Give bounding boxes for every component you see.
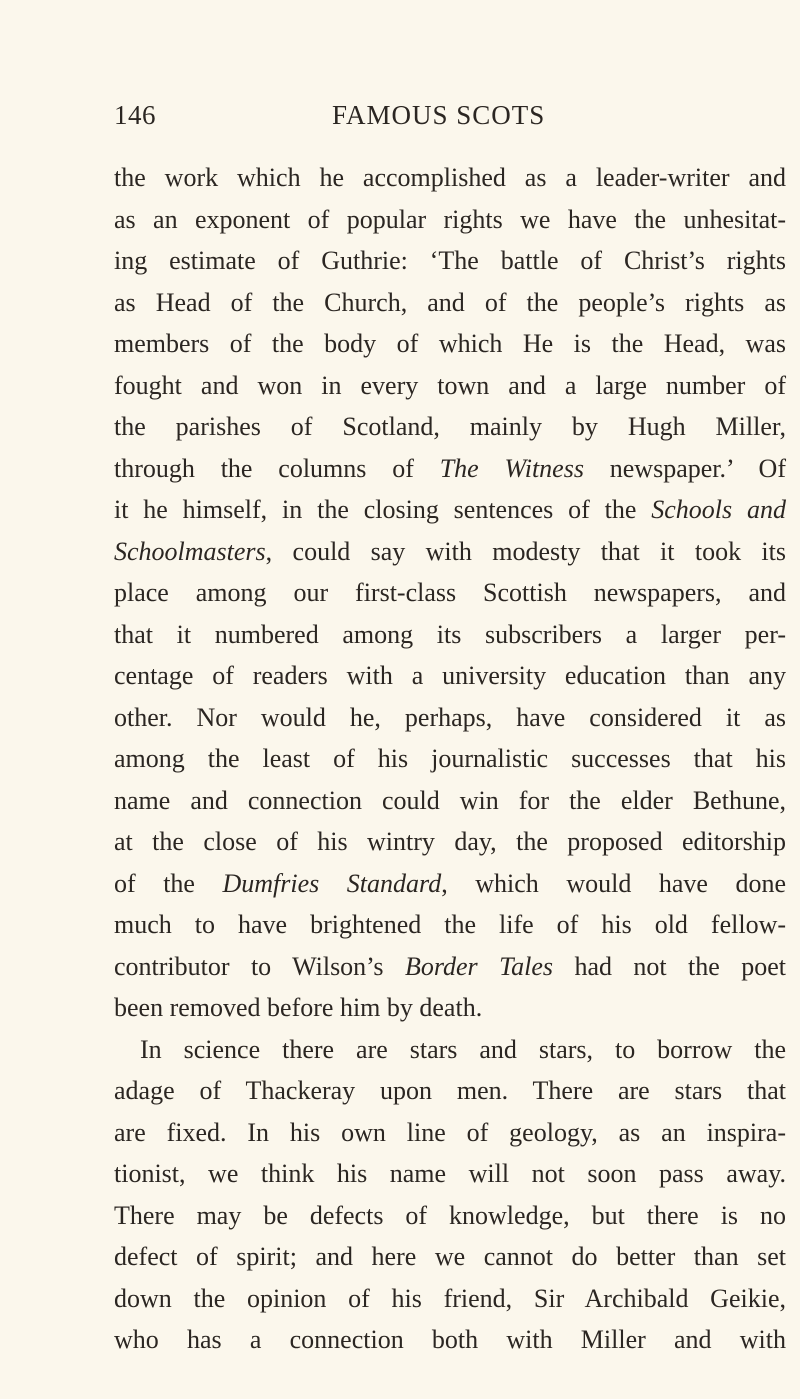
text-run: that it numbered among its subscribers a larger per- [114,619,786,649]
text-run: fought and won in every town and a large number of [114,370,786,400]
text-run: defect of spirit; and here we cannot do better than set [114,1242,786,1271]
text-line [114,572,786,614]
text-run: through the columns of [114,453,440,483]
text-run: , could say with modesty that it took its [265,536,786,566]
text-line [114,1070,786,1112]
text-line [114,738,786,780]
text-run: other. Nor would he, perhaps, have considered it as [114,702,786,732]
italic-title: Dumfries Standard [222,868,442,898]
body-text [114,157,786,1361]
text-line [114,1112,786,1154]
text-line [114,365,786,407]
text-line [114,282,786,324]
text-run: as Head of the Church, and of the people’s rights as [114,287,786,317]
text-run: newspaper.’ Of [583,453,786,483]
italic-title: The Witness [439,453,584,483]
italic-title: Schools and [651,495,786,524]
text-run: among the least of his journalistic successes that his [114,744,786,773]
text-run: In science there are stars and stars, to borrow the [140,1034,786,1064]
text-line [114,780,786,822]
running-title: FAMOUS SCOTS [332,100,546,130]
text-line [114,199,786,241]
text-line [114,863,786,905]
text-run: centage of readers with a university education than any [114,661,786,690]
text-line [114,1319,786,1361]
text-line [114,946,786,988]
text-run: had not the poet [553,951,787,981]
text-run: contributor to Wilson’s [114,951,405,981]
text-line [114,323,786,365]
text-run: who has a connection both with Miller and with [114,1325,786,1354]
text-line [114,987,786,1029]
text-line [114,1195,786,1237]
text-run: name and connection could win for the elder Bethune, [114,785,786,815]
text-line [114,655,786,697]
text-line [114,406,786,448]
text-run: much to have brightened the life of his old fellow- [114,910,786,939]
text-run: the parishes of Scotland, mainly by Hugh Miller, [114,412,786,441]
text-line [114,240,786,282]
text-line [114,489,786,531]
text-run: members of the body of which He is the Head, was [114,329,786,358]
page-number: 146 [114,100,156,130]
text-line [114,697,786,739]
text-line [114,904,786,946]
text-run: adage of Thackeray upon men. There are stars that [114,1076,786,1105]
text-line [114,448,786,490]
text-run: place among our first-class Scottish newspapers, and [114,578,786,607]
text-line [114,1236,786,1278]
text-line [114,1153,786,1195]
text-run: ing estimate of Guthrie: ‘The battle of Christ’s rights [114,246,786,275]
text-run: at the close of his wintry day, the proposed editorship [114,827,786,856]
text-run: of the [114,868,223,898]
text-run: down the opinion of his friend, Sir Archibald Geikie, [114,1283,786,1313]
italic-title: Schoolmasters [114,536,266,566]
text-run: are fixed. In his own line of geology, as an inspira- [114,1117,786,1147]
text-run: tionist, we think his name will not soon pass away. [114,1159,786,1188]
text-run: There may be defects of knowledge, but there is no [114,1200,786,1230]
text-line [114,821,786,863]
text-run: been removed before him by death. [114,993,483,1022]
text-run: , which would have done [441,868,787,898]
text-line [114,1278,786,1320]
text-run: as an exponent of popular rights we have the unhesitat- [114,204,786,234]
text-line [114,1029,786,1071]
text-line [114,614,786,656]
text-line [114,157,786,199]
text-line [114,531,786,573]
text-run: the work which he accomplished as a leader-writer and [114,163,786,192]
text-run: it he himself, in the closing sentences of the [114,495,652,524]
italic-title: Border Tales [404,951,554,981]
